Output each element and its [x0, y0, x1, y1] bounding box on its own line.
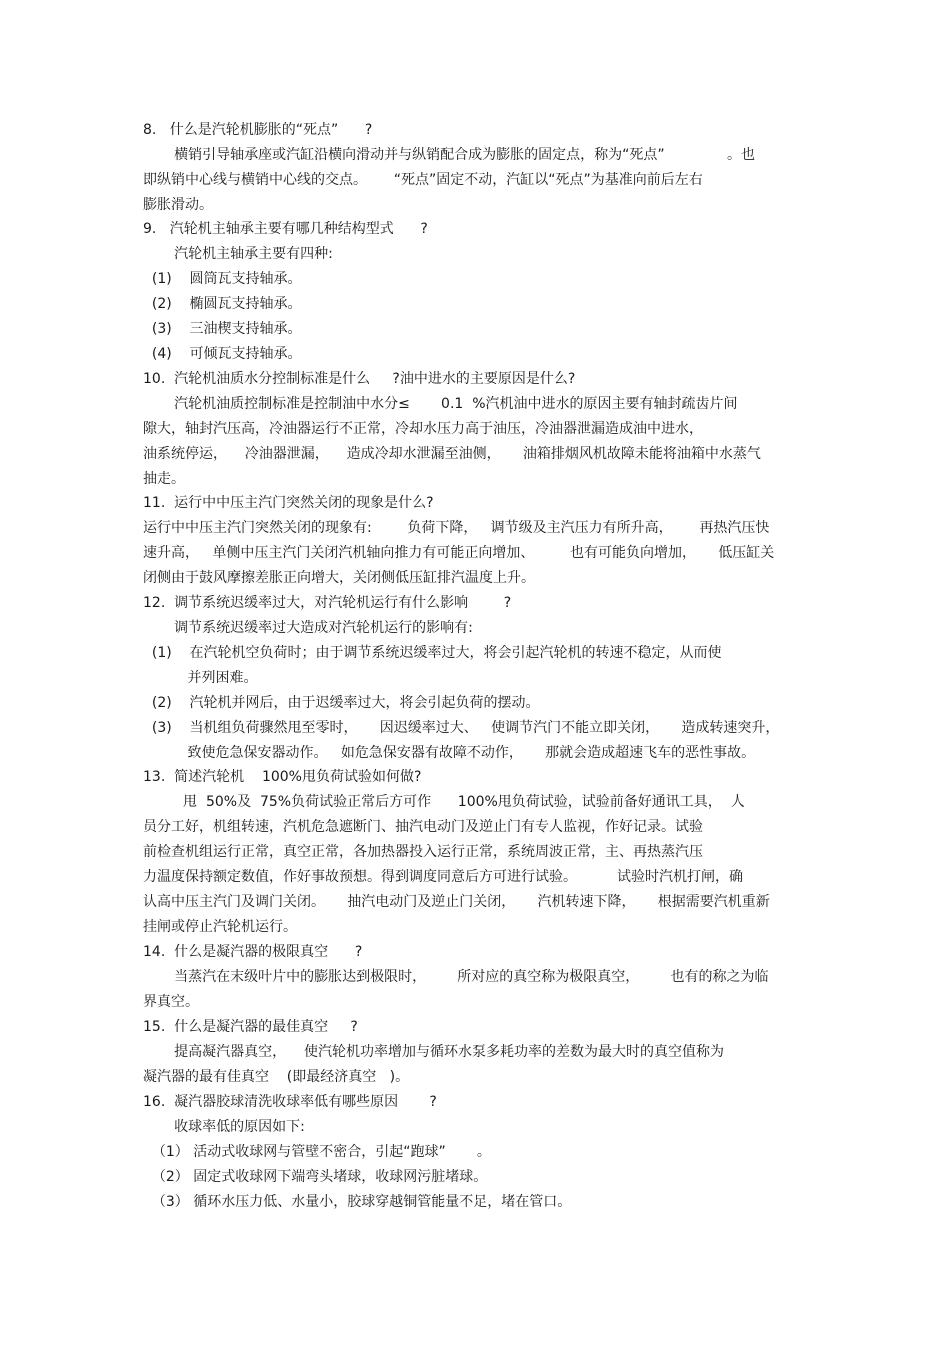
text-line: 8. 什么是汽轮机膨胀的“死点” ? [143, 122, 373, 138]
text-line: 挂闸或停止汽轮机运行。 [143, 919, 297, 935]
text-line: 12. 调节系统迟缓率过大，对汽轮机运行有什么影响 ? [143, 595, 512, 611]
text-line: (3) 三油楔支持轴承。 [143, 321, 302, 337]
text-line: 力温度保持额定数值，作好事故预想。得到调度同意后方可进行试验。 试验时汽机打闸，确 [143, 869, 744, 885]
text-line: 甩 50%及 75%负荷试验正常后方可作 100%甩负荷试验，试验前备好通讯工具， 人 [143, 794, 745, 810]
text-line: 运行中中压主汽门突然关闭的现象有: 负荷下降， 调节级及主汽压力有所升高， 再热汽压快 [143, 520, 770, 536]
text-line: 致使危急保安器动作。 如危急保安器有故障不动作， 那就会造成超速飞车的恶性事故。 [143, 745, 756, 761]
text-line: 膨胀滑动。 [143, 197, 213, 213]
text-line: 14. 什么是凝汽器的极限真空 ? [143, 944, 363, 960]
text-line: 隙大，轴封汽压高，冷油器运行不正常，冷却水压力高于油压，冷油器泄漏造成油中进水， [143, 421, 703, 437]
text-line: 凝汽器的最有佳真空 (即最经济真空 )。 [143, 1069, 410, 1085]
text-line: 横销引导轴承座或汽缸沿横向滑动并与纵销配合成为膨胀的固定点，称为“死点” 。也 [143, 147, 755, 163]
text-line: (1) 在汽轮机空负荷时；由于调节系统迟缓率过大，将会引起汽轮机的转速不稳定，从而使 [143, 645, 722, 661]
text-line: 15. 什么是凝汽器的最佳真空 ? [143, 1019, 358, 1035]
text-line: 界真空。 [143, 994, 199, 1010]
text-line: (1) 圆筒瓦支持轴承。 [143, 271, 302, 287]
text-line: 汽轮机油质控制标准是控制油中水分≤ 0.1 %汽机油中进水的原因主要有轴封疏齿片间 [143, 396, 738, 412]
text-line: （1） 活动式收球网与管壁不密合，引起“跑球” 。 [143, 1144, 491, 1160]
text-line: 并列困难。 [143, 670, 258, 686]
text-line: 9. 汽轮机主轴承主要有哪几种结构型式 ? [143, 221, 428, 237]
text-line: 收球率低的原因如下: [143, 1119, 305, 1135]
text-line: (2) 汽轮机并网后，由于迟缓率过大，将会引起负荷的摆动。 [143, 695, 540, 711]
text-line: 汽轮机主轴承主要有四种: [143, 246, 333, 262]
text-line: 闭侧由于鼓风摩擦差胀正向增大，关闭侧低压缸排汽温度上升。 [143, 570, 535, 586]
text-line: 认高中压主汽门及调门关闭。 抽汽电动门及逆止门关闭， 汽机转速下降， 根据需要汽机重新 [143, 894, 770, 910]
text-line: (3) 当机组负荷骤然甩至零时， 因迟缓率过大、 使调节汽门不能立即关闭， 造成转速突升， [143, 720, 780, 736]
text-line: 即纵销中心线与横销中心线的交点。 “死点”固定不动，汽缸以“死点”为基准向前后左右 [143, 172, 703, 188]
text-line: (4) 可倾瓦支持轴承。 [143, 346, 302, 362]
text-line: 油系统停运， 冷油器泄漏， 造成冷却水泄漏至油侧， 油箱排烟风机故障未能将油箱中水蒸气 [143, 446, 761, 462]
text-line: 前检查机组运行正常，真空正常，各加热器投入运行正常，系统周波正常，主、再热蒸汽压 [143, 844, 703, 860]
text-line: (2) 椭圆瓦支持轴承。 [143, 296, 302, 312]
text-line: 提高凝汽器真空， 使汽轮机功率增加与循环水泵多耗功率的差数为最大时的真空值称为 [143, 1044, 724, 1060]
text-line: 抽走。 [143, 471, 185, 487]
text-line: 速升高， 单侧中压主汽门关闭汽机轴向推力有可能正向增加、 也有可能负向增加， 低压缸关 [143, 545, 775, 561]
text-line: （3） 循环水压力低、水量小，胶球穿越铜管能量不足，堵在管口。 [143, 1194, 572, 1210]
text-line: 员分工好，机组转速，汽机危急遮断门、抽汽电动门及逆止门有专人监视，作好记录。试验 [143, 819, 703, 835]
text-line: 当蒸汽在末级叶片中的膨胀达到极限时， 所对应的真空称为极限真空， 也有的称之为临 [143, 969, 769, 985]
text-line: 10. 汽轮机油质水分控制标准是什么 ?油中进水的主要原因是什么? [143, 371, 576, 387]
text-line: 16. 凝汽器胶球清洗收球率低有哪些原因 ? [143, 1094, 437, 1110]
text-line: 13. 简述汽轮机 100%甩负荷试验如何做? [143, 769, 422, 785]
text-line: （2） 固定式收球网下端弯头堵球，收球网污脏堵球。 [143, 1169, 488, 1185]
text-line: 调节系统迟缓率过大造成对汽轮机运行的影响有: [143, 620, 473, 636]
text-line: 11. 运行中中压主汽门突然关闭的现象是什么? [143, 495, 434, 511]
